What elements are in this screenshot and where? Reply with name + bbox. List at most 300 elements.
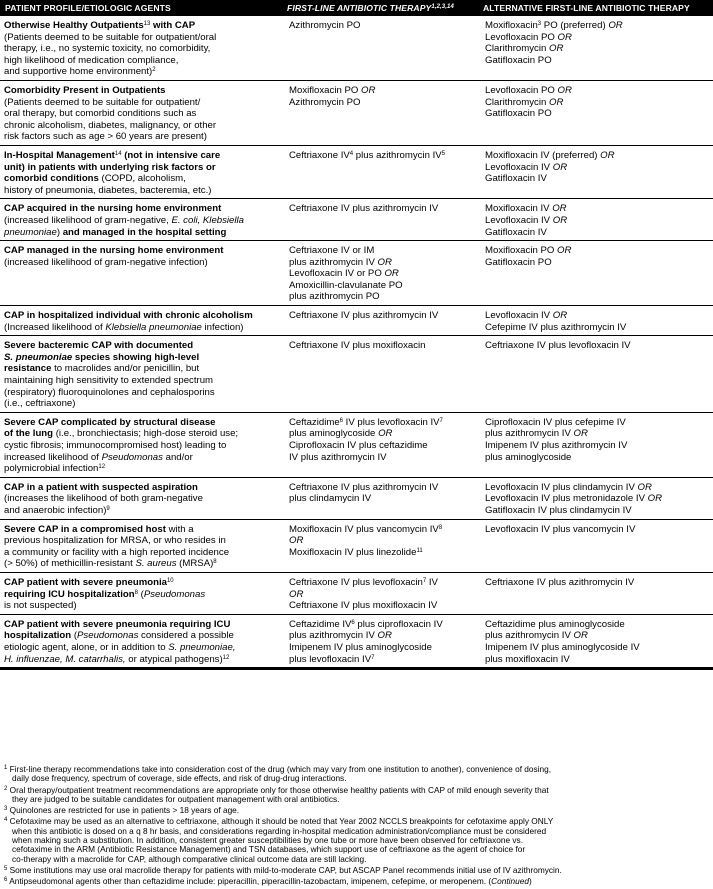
text-run: OR (600, 149, 615, 161)
text-run: Azithromycin PO (289, 20, 361, 31)
text-run: risk factors such as age > 60 years are present) (4, 131, 207, 143)
profile-cell (0, 336, 285, 413)
text-run: Ceftriaxone IV plus moxifloxacin (289, 340, 426, 352)
text-line (485, 340, 713, 352)
text-run: OR (557, 31, 572, 43)
text-line (4, 162, 281, 174)
text-run: OR (647, 493, 663, 505)
text-line (4, 352, 281, 364)
text-line (4, 505, 281, 517)
text-run: Gatifloxacin IV (485, 173, 547, 185)
text-run: Azithromycin PO (289, 96, 361, 108)
table-row (0, 614, 713, 668)
text-run: cefotaxime in the ARM (Antibiotic Resistance Management) and TSN databases, which support use of ceftriaxone as the agent of choice for (12, 844, 526, 855)
footnote-number: 3 (4, 806, 8, 813)
text-line (4, 463, 281, 475)
text-run: Clarithromycin (485, 96, 549, 108)
text-run: Ceftazidime IV (289, 618, 352, 630)
text-line (4, 203, 281, 215)
text-run: Some institutions may use oral macrolide therapy for patients with mild-to-moderate CAP, but ASCAP Panel recommends initial use of IV azithromycin. (7, 864, 562, 875)
footnote-ref: 6 (351, 619, 355, 626)
therapy-table (0, 16, 713, 670)
footnote-ref: 12 (98, 464, 106, 471)
text-run: Ceftriaxone IV plus azithromycin IV (289, 310, 439, 322)
text-line (289, 417, 477, 429)
text-run: Levofloxacin IV (485, 161, 553, 173)
text-run: Ciprofloxacin IV plus cefepime IV (485, 416, 626, 428)
text-run: infection) (201, 321, 244, 333)
footnote-ref: 7 (439, 417, 443, 424)
text-line (485, 162, 713, 174)
text-run: Levofloxacin PO (485, 84, 558, 96)
footnote-ref: 3 (537, 21, 542, 27)
text-line (4, 417, 281, 429)
text-line (4, 774, 709, 783)
alternative-cell (481, 16, 713, 80)
text-run: Imipenem IV plus aminoglycoside (289, 641, 432, 653)
header-alternative-therapy: ALTERNATIVE FIRST-LINE ANTIBIOTIC THERAPY (483, 3, 690, 13)
footnote (4, 806, 709, 815)
text-line (485, 642, 713, 654)
text-line (485, 97, 713, 109)
text-run: (COPD, alcoholism, (98, 173, 186, 185)
first-line-cell (285, 572, 481, 614)
text-run: unit) in patients with underlying risk factors or (4, 161, 216, 173)
alternative-cell (481, 614, 713, 668)
text-run: hospitalization (4, 630, 72, 642)
text-line (289, 257, 477, 269)
profile-cell (0, 145, 285, 198)
text-run: with CAP (150, 20, 196, 31)
text-line (289, 310, 477, 322)
text-run: they are judged to be suitable candidates for outpatient management with oral antibiotics. (12, 793, 340, 804)
text-line (485, 428, 713, 440)
text-run: Klebsiella pneumoniae (105, 321, 202, 333)
text-line (4, 558, 281, 570)
text-run: CAP patient with severe pneumonia requiring ICU (4, 618, 231, 630)
text-run: Gatifloxacin IV plus clindamycin IV (485, 504, 632, 516)
text-run: IV plus azithromycin IV (289, 451, 387, 463)
table-row (0, 145, 713, 198)
text-line (485, 203, 713, 215)
text-line (4, 120, 281, 132)
text-line (289, 547, 477, 559)
text-run: Moxifloxacin IV plus linezolide (289, 546, 417, 558)
text-line (485, 215, 713, 227)
text-run: plus ciprofloxacin IV (354, 618, 443, 630)
text-run: Gatifloxacin IV (485, 226, 547, 238)
text-run: therapy, i.e., no systemic toxicity, no comorbidity, (4, 43, 211, 55)
text-line (4, 398, 281, 410)
text-line (4, 600, 281, 612)
text-line (485, 524, 713, 536)
text-line (485, 55, 713, 67)
text-line (289, 600, 477, 612)
text-run: Levofloxacin IV (485, 214, 553, 226)
therapy-table-body (0, 16, 713, 669)
text-run: or atypical pathogens) (125, 653, 223, 665)
profile-cell (0, 241, 285, 306)
text-run: Oral therapy/outpatient treatment recommendations are appropriate only for those otherwise healthy patients with CAP of mild enough severity that (7, 784, 549, 795)
first-line-cell (285, 614, 481, 668)
text-run: cystic fibrosis; immunocompromised host) leading to (4, 440, 227, 451)
text-run: considered a possible (138, 630, 234, 642)
table-row (0, 572, 713, 614)
text-run: Ceftriaxone IV plus moxifloxacin IV (289, 600, 438, 612)
text-run: and/or (162, 451, 193, 463)
text-run: increased likelihood of (4, 451, 102, 463)
text-run: CAP in hospitalized individual with chronic alcoholism (4, 310, 253, 322)
text-line (4, 97, 281, 109)
footnote-ref: 7 (422, 577, 427, 584)
text-run: OR (608, 20, 623, 31)
text-run: Quinolones are restricted for use in patients > 18 years of age. (7, 805, 240, 816)
text-line (4, 493, 281, 505)
text-line (485, 32, 713, 44)
text-line (289, 268, 477, 280)
text-run: (increased likelihood of gram-negative, (4, 214, 172, 226)
text-run: co-therapy with a macrolide for CAP, although comparative clinical outcome data are still lacking. (12, 853, 367, 864)
text-run: (> 50%) of methicillin-resistant (4, 558, 136, 570)
text-run: Ceftriaxone IV plus levofloxacin (289, 576, 423, 588)
text-run: CAP patient with severe pneumonia (4, 576, 167, 588)
text-run: OR (573, 630, 588, 642)
footnote-ref: 2 (152, 67, 156, 74)
text-run: and managed in the hospital setting (62, 226, 227, 238)
footnote-number: 1 (4, 765, 8, 771)
text-line (485, 85, 713, 97)
text-line (4, 482, 281, 494)
footnotes (4, 765, 709, 889)
text-line (4, 806, 709, 815)
text-run: CAP in a patient with suspected aspiration (4, 481, 198, 493)
profile-cell (0, 477, 285, 519)
text-run: Severe bacteremic CAP with documented (4, 340, 194, 352)
text-run: In-Hospital Management (4, 149, 115, 161)
text-run: resistance (4, 363, 52, 375)
footnote-ref: 8 (213, 559, 217, 566)
text-line (4, 43, 281, 55)
text-line (4, 227, 281, 239)
text-line (485, 322, 713, 334)
text-line (485, 43, 713, 55)
text-run: OR (552, 214, 568, 226)
text-line (485, 482, 713, 494)
text-line (4, 322, 281, 334)
text-run: Ceftriaxone IV (289, 149, 350, 161)
text-line (485, 440, 713, 452)
header-first-line-therapy: FIRST-LINE ANTIBIOTIC THERAPY$^{1,2,3,14}$ (287, 3, 454, 13)
text-run: and supportive home environment) (4, 66, 153, 78)
text-run: daily dose frequency, spectrum of coverage, side effects, and risk of drug-drug interactions. (12, 773, 347, 784)
text-line (4, 440, 281, 452)
text-run: OR (557, 84, 572, 96)
text-run: (not in intensive care (121, 149, 221, 161)
text-line (485, 619, 713, 631)
text-run: plus azithromycin IV (289, 630, 378, 642)
text-run: Otherwise Healthy Outpatients (4, 20, 144, 31)
text-run: S. aureus (135, 558, 177, 570)
footnote (4, 877, 709, 886)
text-line (4, 310, 281, 322)
text-run: Cefepime IV plus azithromycin IV (485, 321, 627, 333)
text-run: ) (56, 226, 63, 238)
text-run: ) (528, 876, 532, 887)
text-run: (Patients deemed to be suitable for outpatient/oral (4, 31, 217, 43)
text-line (289, 577, 477, 589)
text-run: Clarithromycin (485, 43, 549, 55)
text-line (289, 493, 477, 505)
text-run: high likelihood of medication compliance, (4, 54, 179, 66)
text-run: Levofloxacin PO (485, 31, 558, 43)
first-line-cell (285, 241, 481, 306)
text-run: plus aminoglycoside (289, 428, 379, 440)
text-run: pneumoniae (4, 226, 57, 238)
text-run: Levofloxacin IV (485, 310, 553, 322)
text-run: Ceftriaxone IV or IM (289, 245, 375, 257)
text-run: S. pneumoniae, (168, 641, 236, 653)
text-line (289, 654, 477, 666)
text-run: (Patients deemed to be suitable for outpatient/ (4, 96, 201, 108)
alternative-cell (481, 477, 713, 519)
text-run: Gatifloxacin PO (485, 256, 552, 268)
text-run: OR (556, 245, 572, 257)
text-run: comorbid conditions (4, 173, 99, 185)
text-run: OR (378, 428, 393, 440)
footnote-ref: 4 (349, 150, 354, 157)
text-run: Ciprofloxacin IV plus ceftazidime (289, 440, 428, 451)
table-row (0, 477, 713, 519)
text-run: plus azithromycin IV (289, 256, 378, 268)
text-line (485, 630, 713, 642)
first-line-cell (285, 199, 481, 241)
profile-cell (0, 199, 285, 241)
footnote-ref: 13 (143, 21, 151, 27)
text-line (4, 215, 281, 227)
text-run: CAP acquired in the nursing home environment (4, 203, 222, 215)
text-run: history of pneumonia, diabetes, bacteremia, etc.) (4, 184, 212, 196)
text-line (4, 428, 281, 440)
first-line-cell (285, 16, 481, 80)
text-run: maintaining high sensitivity to extended spectrum (4, 375, 214, 387)
text-run: and anaerobic infection) (4, 504, 107, 516)
text-run: OR (552, 203, 567, 215)
text-line (4, 20, 281, 32)
text-line (4, 108, 281, 120)
text-run: etiologic agent, alone, or in addition to (4, 641, 169, 653)
profile-cell (0, 16, 285, 80)
profile-cell (0, 80, 285, 145)
text-line (289, 642, 477, 654)
text-run: ( (137, 588, 144, 600)
text-run: OR (377, 256, 392, 268)
table-row (0, 336, 713, 413)
text-line (485, 310, 713, 322)
text-run: (increases the likelihood of both gram-negative (4, 493, 203, 505)
text-line (289, 589, 477, 601)
text-run: a community or facility with a high reported incidence (4, 546, 230, 558)
first-line-cell (285, 336, 481, 413)
text-line (4, 375, 281, 387)
text-run: Moxifloxacin IV (485, 203, 553, 215)
text-line (4, 855, 709, 864)
text-line (4, 654, 281, 666)
alternative-cell (481, 306, 713, 336)
text-line (289, 203, 477, 215)
text-line (4, 150, 281, 162)
text-line (4, 55, 281, 67)
text-run: when this antibiotic is dosed on a q 8 hr basis, and considerations regarding in-hospital medication administration/compliance must be considered (12, 825, 547, 836)
text-run: IV plus levofloxacin IV (343, 416, 440, 428)
footnote-number: 6 (4, 877, 8, 884)
text-line (289, 85, 477, 97)
text-line (485, 493, 713, 505)
text-run: is not suspected) (4, 600, 77, 612)
text-run: H. influenzae, M. catarrhalis, (4, 653, 126, 665)
footnote (4, 786, 709, 805)
text-line (4, 387, 281, 399)
text-run: (i.e., bronchiectasis; high-dose steroid use; (53, 428, 239, 440)
table-row (0, 519, 713, 572)
text-run: OR (637, 481, 652, 493)
text-line (289, 280, 477, 292)
text-run: (i.e., ceftriaxone) (4, 398, 76, 410)
text-line (289, 440, 477, 452)
text-run: (respiratory) fluoroquinolones and cephalosporins (4, 386, 215, 398)
text-line (485, 173, 713, 185)
footnote (4, 866, 709, 875)
text-line (485, 108, 713, 120)
text-run: plus aminoglycoside (485, 451, 572, 463)
text-run: Moxifloxacin IV plus vancomycin IV (289, 523, 439, 535)
text-line (4, 619, 281, 631)
text-run: of the lung (4, 428, 54, 440)
text-run: Comorbidity Present in Outpatients (4, 84, 166, 96)
text-line (4, 452, 281, 464)
text-run: Imipenem IV plus azithromycin IV (485, 440, 628, 451)
text-line (4, 85, 281, 97)
text-run: Moxifloxacin PO (485, 245, 557, 257)
text-run: oral therapy, but comorbid conditions such as (4, 108, 197, 120)
first-line-cell (285, 412, 481, 477)
text-run: PO (preferred) (541, 20, 609, 31)
text-line (485, 245, 713, 257)
text-run: Ceftriaxone IV plus azithromycin IV (289, 203, 439, 215)
text-run: previous hospitalization for MRSA, or who resides in (4, 535, 226, 547)
alternative-cell (481, 241, 713, 306)
text-run: to macrolides and/or penicillin, but (51, 363, 200, 375)
text-line (485, 20, 713, 32)
text-run: plus azithromycin IV (485, 630, 574, 642)
first-line-cell (285, 477, 481, 519)
text-line (289, 524, 477, 536)
text-run: with a (165, 523, 194, 535)
header-patient-profile: PATIENT PROFILE/ETIOLOGIC AGENTS (5, 3, 171, 13)
text-run: Levofloxacin IV plus metronidazole IV (485, 493, 648, 505)
text-run: Moxifloxacin PO (289, 84, 361, 96)
text-line (485, 417, 713, 429)
text-line (4, 535, 281, 547)
text-run: Severe CAP in a compromised host (4, 523, 166, 535)
alternative-cell (481, 336, 713, 413)
text-run: Levofloxacin IV plus clindamycin IV (485, 481, 638, 493)
footnote-number: 5 (4, 865, 8, 872)
text-run: Ceftriaxone IV plus azithromycin IV (289, 481, 439, 493)
text-line (485, 452, 713, 464)
alternative-cell (481, 145, 713, 198)
text-run: Pseudomonas (143, 588, 206, 600)
footnote-ref: 12 (222, 654, 230, 661)
text-run: S. pneumoniae (4, 351, 73, 363)
text-line (289, 452, 477, 464)
first-line-cell (285, 80, 481, 145)
text-run: plus azithromycin PO (289, 291, 380, 303)
text-line (4, 877, 709, 886)
text-run: Antipseudomonal agents other than ceftazidime include: piperacillin, piperacillin-tazobactam, imipenem, cefepime, or meropenem. ( (7, 876, 492, 887)
text-line (289, 428, 477, 440)
profile-cell (0, 519, 285, 572)
text-line (4, 547, 281, 559)
text-run: plus levofloxacin IV (289, 653, 372, 665)
text-run: Gatifloxacin PO (485, 54, 552, 66)
alternative-cell (481, 412, 713, 477)
text-run: Moxifloxacin IV (preferred) (485, 149, 601, 161)
text-line (4, 642, 281, 654)
table-row (0, 306, 713, 336)
text-run: Imipenem IV plus aminoglycoside IV (485, 641, 640, 653)
text-line (289, 619, 477, 631)
text-run: species showing high-level (72, 351, 200, 363)
text-line (485, 257, 713, 269)
text-line (485, 150, 713, 162)
text-line (4, 589, 281, 601)
text-run: OR (384, 268, 399, 280)
text-run: Levofloxacin IV plus vancomycin IV (485, 523, 636, 535)
text-run: chronic alcoholism, diabetes, malignancy, or other (4, 119, 217, 131)
text-line (289, 20, 477, 32)
text-line (4, 257, 281, 269)
text-run: polymicrobial infection (4, 463, 99, 475)
text-line (289, 97, 477, 109)
text-line (4, 795, 709, 804)
text-run: Gatifloxacin PO (485, 108, 552, 120)
footnote-ref: 14 (114, 150, 122, 157)
text-run: OR (360, 84, 376, 96)
text-run: OR (552, 161, 568, 173)
text-run: Cefotaxime may be used as an alternative to ceftriaxone, although it should be noted that Year 2002 NCCLS breakpoints for cefotaxime apply ONLY (7, 816, 554, 827)
text-run: OR (548, 96, 564, 108)
text-run: (MRSA) (176, 558, 214, 570)
table-header (0, 0, 713, 16)
text-run: requiring ICU hospitalization (4, 588, 135, 600)
text-run: OR (552, 310, 568, 322)
text-run: Moxifloxacin (485, 20, 538, 31)
text-line (4, 630, 281, 642)
text-line (4, 245, 281, 257)
text-run: OR (548, 43, 564, 55)
alternative-cell (481, 199, 713, 241)
text-line (289, 535, 477, 547)
text-line (4, 577, 281, 589)
text-run: IV (426, 576, 438, 588)
footnote-ref: 7 (371, 654, 375, 661)
text-run: First-line therapy recommendations take into consideration cost of the drug (which may vary from one institution to another), convenience of dosing, (7, 764, 552, 774)
text-run: Severe CAP complicated by structural disease (4, 416, 216, 428)
text-run: (increased likelihood of gram-negative infection) (4, 256, 208, 268)
text-run: OR (573, 428, 588, 440)
text-run: plus clindamycin IV (289, 493, 372, 505)
profile-cell (0, 306, 285, 336)
